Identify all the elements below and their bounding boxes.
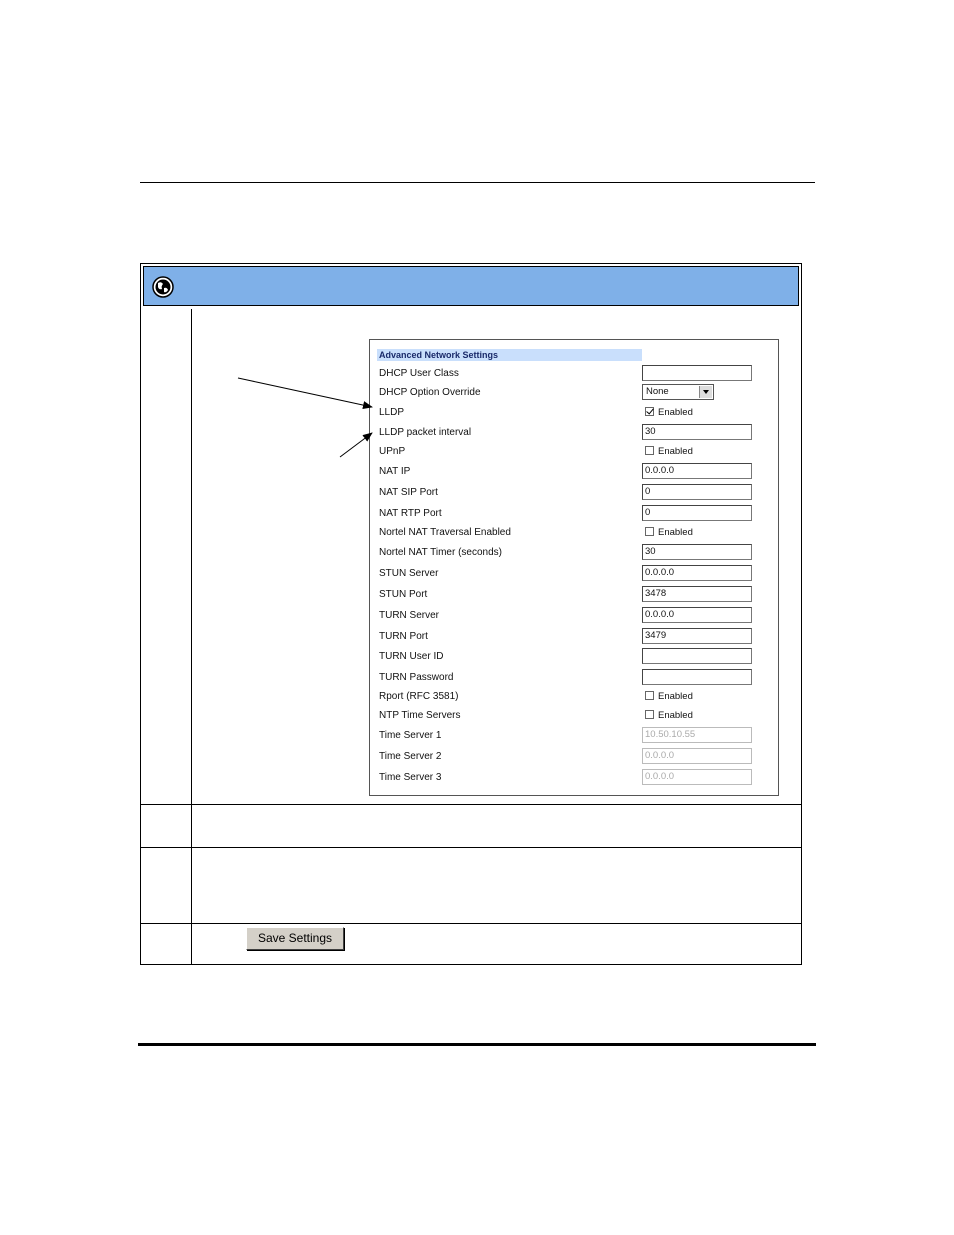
field-turn-port[interactable]: 3479 <box>642 628 752 644</box>
label-nortel-nat-timer-seconds: Nortel NAT Timer (seconds) <box>379 547 502 558</box>
field-time-server-2: 0.0.0.0 <box>642 748 752 764</box>
label-stun-port: STUN Port <box>379 589 428 600</box>
arrow-to-lldp <box>238 378 372 407</box>
field-lldp-packet-interval[interactable]: 30 <box>642 424 752 440</box>
label-stun-server: STUN Server <box>379 568 439 579</box>
label-turn-user-id: TURN User ID <box>379 651 444 662</box>
label-rport-rfc-3581: Rport (RFC 3581) <box>379 691 459 702</box>
label-time-server-2: Time Server 2 <box>379 751 442 762</box>
label-nat-ip: NAT IP <box>379 466 411 477</box>
field-nortel-nat-timer-seconds[interactable]: 30 <box>642 544 752 560</box>
checkbox-label: Enabled <box>658 691 693 702</box>
label-dhcp-user-class: DHCP User Class <box>379 368 459 379</box>
save-settings-button[interactable]: Save Settings <box>246 927 344 950</box>
label-lldp-packet-interval: LLDP packet interval <box>379 427 472 438</box>
field-turn-server[interactable]: 0.0.0.0 <box>642 607 752 623</box>
checkbox-label: Enabled <box>658 407 693 418</box>
label-time-server-1: Time Server 1 <box>379 730 442 741</box>
checkbox-label: Enabled <box>658 710 693 721</box>
checkbox-label: Enabled <box>658 527 693 538</box>
panel-title: Advanced Network Settings <box>377 349 642 361</box>
label-dhcp-option-override: DHCP Option Override <box>379 387 481 398</box>
label-nortel-nat-traversal-enabled: Nortel NAT Traversal Enabled <box>379 527 511 538</box>
label-nat-rtp-port: NAT RTP Port <box>379 508 442 519</box>
field-nat-rtp-port[interactable]: 0 <box>642 505 752 521</box>
label-lldp: LLDP <box>379 407 405 418</box>
field-stun-server[interactable]: 0.0.0.0 <box>642 565 752 581</box>
label-upnp: UPnP <box>379 446 406 457</box>
field-nat-sip-port[interactable]: 0 <box>642 484 752 500</box>
checkbox-label: Enabled <box>658 446 693 457</box>
label-turn-password: TURN Password <box>379 672 454 683</box>
select-value: None <box>646 386 669 397</box>
label-turn-server: TURN Server <box>379 610 440 621</box>
bottom-rule <box>138 1043 816 1046</box>
field-time-server-3: 0.0.0.0 <box>642 769 752 785</box>
arrow-to-lldp-interval <box>340 433 372 457</box>
field-nat-ip[interactable]: 0.0.0.0 <box>642 463 752 479</box>
field-stun-port[interactable]: 3478 <box>642 586 752 602</box>
label-time-server-3: Time Server 3 <box>379 772 442 783</box>
field-time-server-1: 10.50.10.55 <box>642 727 752 743</box>
label-ntp-time-servers: NTP Time Servers <box>379 710 461 721</box>
label-turn-port: TURN Port <box>379 631 428 642</box>
label-nat-sip-port: NAT SIP Port <box>379 487 438 498</box>
